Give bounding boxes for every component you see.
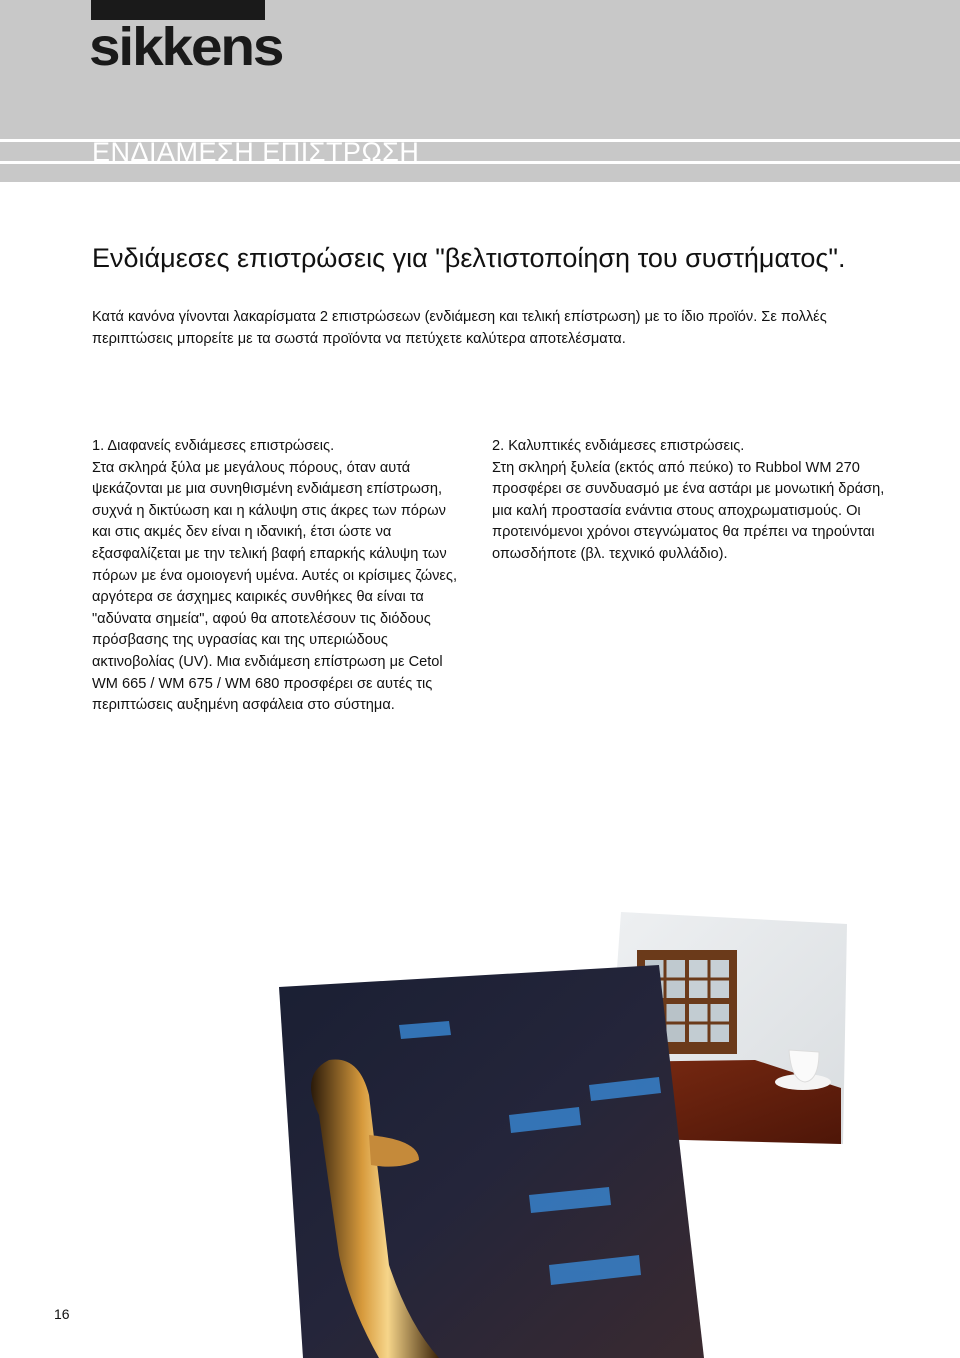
section-transparent-coats: [92, 436, 464, 717]
header-band: [0, 0, 960, 182]
section-title: ΕΝΔΙΑΜΕΣΗ ΕΠΙΣΤΡΩΣΗ: [92, 137, 420, 167]
section-opaque-coats: [492, 436, 892, 566]
page-heading: Ενδιάμεσες επιστρώσεις για "βελτιστοποίηση του συστήματος".: [92, 243, 846, 273]
brand-logo: sikkens: [89, 17, 283, 77]
section-title-opaque: 2. Καλυπτικές ενδιάμεσες επιστρώσεις.: [492, 438, 745, 454]
section-body-opaque: Στη σκληρή ξυλεία (εκτός από πεύκο) το Rubbol WM 270 προσφέρει σε συνδυασμό με ένα αστάρι με μονωτική δράση, μια καλή προστασία ενάντια στους αποχρωματισμούς. Οι προτεινόμενοι χρόνοι στεγνώματος θα πρέπει να τηρούνται οπωσδήποτε (βλ. τεχνικό φυλλάδιο).: [492, 459, 885, 562]
section-body-transparent: Στα σκληρά ξύλα με μεγάλους πόρους, όταν αυτά ψεκάζονται με μια συνηθισμένη ενδιάμεση επίστρωση, συχνά η δικτύωση και η κάλυψη στις άκρες των πόρων και στις ακμές δεν είναι η ιδανική, έτσι ώστε να εξασφαλίζεται με την τελική βαφή επαρκής κάλυψη των πόρων με ένα ομοιογενή υμένα. Αυτές οι κρίσιμες ζώνες, αργότερα σε άσχημες καιρικές συνθήκες θα είναι τα "αδύνατα σημεία", αφού θα αποτελέσουν τις διόδους πρόσβασης της υγρασίας και της υπεριώδους ακτινοβολίας (UV). Μια ενδιάμεση επίστρωση με Cetol WM 665 / WM 675 / WM 680 προσφέρει σε αυτές τις περιπτώσεις αυξημένη ασφάλεια στο σύστημα.: [92, 459, 458, 714]
page-number: 16: [54, 1306, 70, 1322]
intro-paragraph: Κατά κανόνα γίνονται λακαρίσματα 2 επιστρώσεων (ενδιάμεση και τελική επίστρωση) με το ίδιο προϊόν. Σε πολλές περιπτώσεις μπορείτε με τα σωστά προϊόντα να πετύχετε καλύτερα αποτελέσματα.: [92, 309, 827, 347]
door-handle-photo: [279, 965, 704, 1358]
section-title-transparent: 1. Διαφανείς ενδιάμεσες επιστρώσεις.: [92, 438, 335, 454]
